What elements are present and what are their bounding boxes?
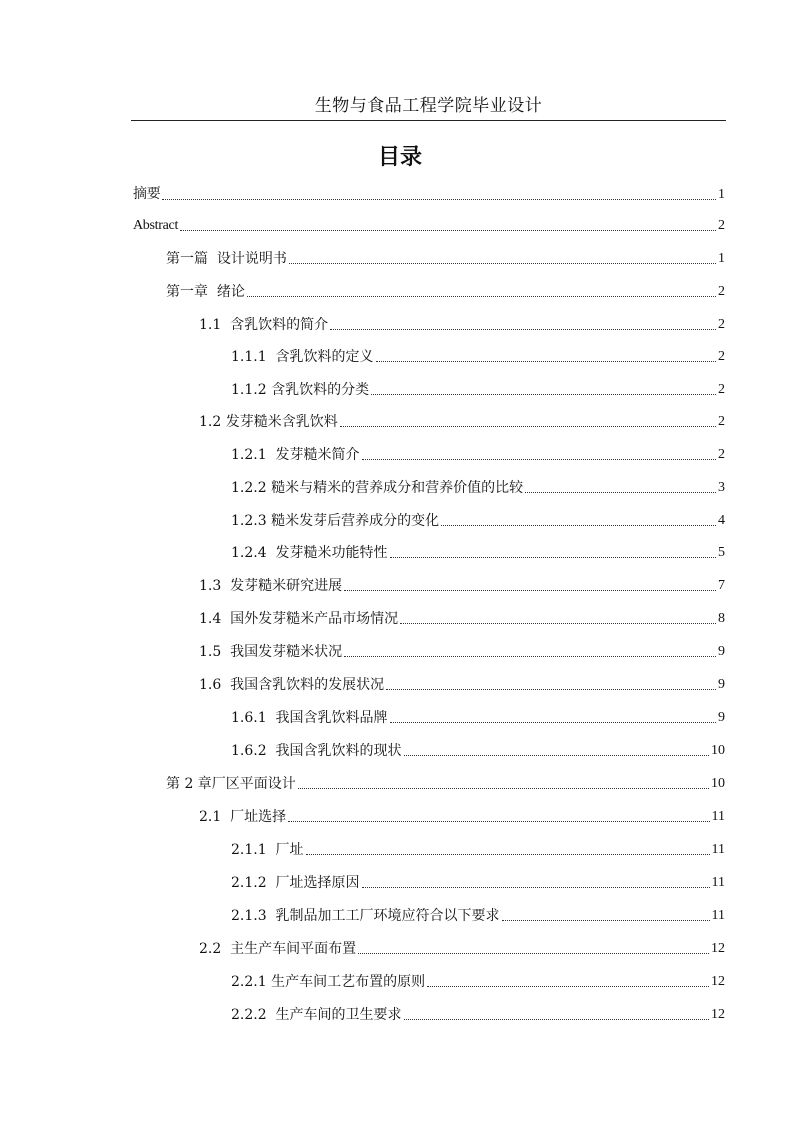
toc-leader-dots: [441, 525, 716, 526]
toc-entry-page: 1: [718, 251, 725, 266]
toc-leader-dots: [362, 459, 716, 460]
toc-entry-page: 11: [711, 842, 725, 857]
toc-entry-page: 11: [711, 875, 725, 890]
toc-leader-dots: [358, 953, 709, 954]
toc-entry-1-2-3[interactable]: [231, 506, 725, 530]
toc-entry-label: 1.2.4 发芽糙米功能特性: [231, 545, 388, 561]
toc-leader-dots: [390, 722, 716, 723]
toc-entry-page: 1: [718, 187, 725, 202]
toc-entry-2-2-2[interactable]: [231, 1000, 725, 1024]
toc-entry-page: 2: [718, 317, 725, 332]
toc-entry-page: 9: [718, 710, 725, 725]
toc-entry-label: 第一章 绪论: [166, 284, 245, 300]
toc-entry-label: 2.1.3 乳制品加工工厂环境应符合以下要求: [231, 908, 500, 924]
toc-entry-2-1-1[interactable]: [231, 835, 725, 859]
toc-entry-1-2-2[interactable]: [231, 473, 725, 497]
toc-entry-label: 2.2.1 生产车间工艺布置的原则: [231, 974, 426, 990]
toc-entry-page: 11: [711, 908, 725, 923]
toc-entry-part-1[interactable]: [166, 244, 725, 268]
toc-leader-dots: [376, 361, 716, 362]
toc-entry-abstract-en[interactable]: [133, 211, 725, 235]
toc-entry-2-1[interactable]: [199, 802, 725, 826]
toc-leader-dots: [404, 1019, 709, 1020]
toc-entry-page: 2: [718, 218, 725, 233]
toc-entry-label: 1.3 发芽糙米研究进展: [199, 578, 343, 594]
toc-entry-page: 5: [718, 545, 725, 560]
toc-leader-dots: [288, 821, 709, 822]
toc-entry-label: Abstract: [133, 218, 179, 233]
toc-entry-page: 4: [718, 513, 725, 528]
toc-entry-label: 1.6.1 我国含乳饮料品牌: [231, 710, 388, 726]
toc-entry-label: 1.2.2 糙米与精米的营养成分和营养价值的比较: [231, 480, 524, 496]
toc-leader-dots: [344, 590, 716, 591]
toc-entry-label: 2.1.1 厂址: [231, 842, 304, 858]
toc-entry-page: 12: [711, 974, 725, 989]
toc-leader-dots: [525, 492, 716, 493]
toc-entry-1-5[interactable]: [199, 637, 725, 661]
toc-entry-1-1-1[interactable]: [231, 342, 725, 366]
toc-entry-1-2[interactable]: [199, 407, 725, 431]
toc-leader-dots: [502, 920, 710, 921]
toc-entry-page: 2: [718, 414, 725, 429]
toc-entry-page: 9: [718, 677, 725, 692]
toc-entry-page: 3: [718, 480, 725, 495]
toc-leader-dots: [386, 689, 716, 690]
toc-leader-dots: [404, 755, 709, 756]
toc-leader-dots: [427, 986, 709, 987]
toc-entry-1-6-1[interactable]: [231, 703, 725, 727]
toc-entry-chapter-2[interactable]: [166, 769, 725, 793]
toc-entry-page: 10: [711, 776, 725, 791]
toc-entry-1-1[interactable]: [199, 310, 725, 334]
toc-leader-dots: [362, 887, 710, 888]
toc-leader-dots: [390, 557, 716, 558]
toc-entry-2-1-3[interactable]: [231, 901, 725, 925]
toc-entry-label: 1.6 我国含乳饮料的发展状况: [199, 677, 385, 693]
toc-entry-label: 1.1 含乳饮料的简介: [199, 317, 329, 333]
toc-entry-label: 第 2 章厂区平面设计: [166, 776, 296, 792]
toc-leader-dots: [344, 656, 716, 657]
toc-leader-dots: [371, 394, 716, 395]
toc-entry-page: 11: [711, 809, 725, 824]
toc-entry-page: 2: [718, 382, 725, 397]
toc-leader-dots: [289, 263, 716, 264]
toc-entry-label: 1.2.3 糙米发芽后营养成分的变化: [231, 513, 440, 529]
toc-entry-label: 1.1.2 含乳饮料的分类: [231, 382, 370, 398]
toc-entry-2-2[interactable]: [199, 934, 725, 958]
toc-entry-page: 9: [718, 644, 725, 659]
toc-entry-page: 2: [718, 284, 725, 299]
toc-entry-label: 1.2 发芽糙米含乳饮料: [199, 414, 338, 430]
toc-entry-page: 10: [711, 743, 725, 758]
toc-entry-2-2-1[interactable]: [231, 967, 725, 991]
toc-leader-dots: [162, 199, 716, 200]
toc-entry-page: 8: [718, 611, 725, 626]
toc-leader-dots: [340, 426, 716, 427]
toc-entry-chapter-1[interactable]: [166, 277, 725, 301]
toc-entry-page: 12: [711, 1007, 725, 1022]
toc-entry-1-6[interactable]: [199, 670, 725, 694]
toc-entry-label: 2.2.2 生产车间的卫生要求: [231, 1007, 402, 1023]
header-rule: [131, 120, 726, 121]
toc-entry-page: 2: [718, 349, 725, 364]
toc-entry-1-3[interactable]: [199, 571, 725, 595]
toc-leader-dots: [298, 788, 709, 789]
toc-entry-2-1-2[interactable]: [231, 868, 725, 892]
toc-entry-label: 1.5 我国发芽糙米状况: [199, 644, 343, 660]
toc-leader-dots: [330, 329, 716, 330]
toc-entry-label: 2.1.2 厂址选择原因: [231, 875, 360, 891]
toc-leader-dots: [247, 296, 716, 297]
toc-entry-label: 摘要: [133, 187, 161, 202]
toc-entry-1-1-2[interactable]: [231, 375, 725, 399]
running-header: 生物与食品工程学院毕业设计: [314, 96, 543, 116]
toc-entry-label: 1.2.1 发芽糙米简介: [231, 447, 360, 463]
toc-entry-label: 2.2 主生产车间平面布置: [199, 941, 357, 957]
toc-entry-page: 2: [718, 447, 725, 462]
toc-leader-dots: [306, 854, 710, 855]
toc-entry-1-2-1[interactable]: [231, 440, 725, 464]
toc-entry-page: 7: [718, 578, 725, 593]
toc-entry-label: 1.4 国外发芽糙米产品市场情况: [199, 611, 399, 627]
toc-leader-dots: [400, 623, 716, 624]
toc-entry-label: 1.6.2 我国含乳饮料的现状: [231, 743, 402, 759]
toc-entry-1-4[interactable]: [199, 604, 725, 628]
toc-entry-label: 2.1 厂址选择: [199, 809, 287, 825]
page-title: 目录: [377, 144, 422, 170]
toc-entry-1-2-4[interactable]: [231, 538, 725, 562]
toc-entry-label: 第一篇 设计说明书: [166, 251, 287, 267]
toc-entry-label: 1.1.1 含乳饮料的定义: [231, 349, 374, 365]
toc-entry-abstract-cn[interactable]: [133, 180, 725, 204]
toc-entry-page: 12: [711, 941, 725, 956]
toc-entry-1-6-2[interactable]: [231, 736, 725, 760]
toc-leader-dots: [180, 230, 716, 231]
